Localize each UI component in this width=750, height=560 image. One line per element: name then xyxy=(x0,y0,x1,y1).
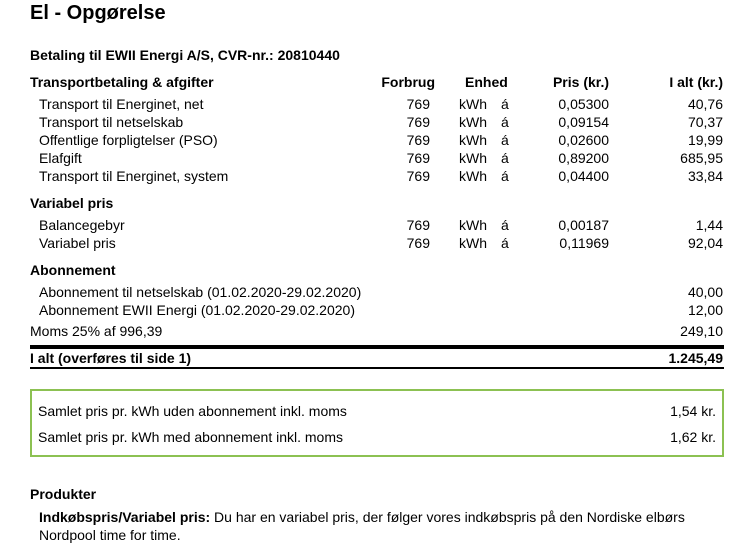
summary-value: 1,62 kr. xyxy=(670,429,716,445)
divider-thin xyxy=(30,367,724,369)
row-qty: 769 xyxy=(406,235,430,251)
row-total: 19,99 xyxy=(687,132,723,148)
payee-line: Betaling til EWII Energi A/S, CVR-nr.: 20810440 xyxy=(30,47,340,63)
table-row xyxy=(0,235,750,253)
row-total: 92,04 xyxy=(687,235,723,251)
col-header-forbrug: Forbrug xyxy=(381,74,435,90)
moms-total: 249,10 xyxy=(680,323,723,339)
row-at: á xyxy=(501,217,509,233)
row-qty: 769 xyxy=(406,150,430,166)
table-row xyxy=(0,114,750,132)
table-row xyxy=(0,132,750,150)
col-header-pris: Pris (kr.) xyxy=(552,74,609,90)
grand-total-value: 1.245,49 xyxy=(668,350,723,366)
summary-label: Samlet pris pr. kWh med abonnement inkl. moms xyxy=(38,429,344,445)
row-price: 0,02600 xyxy=(558,132,609,148)
row-unit: kWh xyxy=(459,96,487,112)
moms-label: Moms 25% af 996,39 xyxy=(30,323,163,339)
summary-label: Samlet pris pr. kWh uden abonnement inkl. moms xyxy=(38,403,347,419)
summary-row xyxy=(32,403,722,421)
row-label: Offentlige forpligtelser (PSO) xyxy=(39,132,218,148)
row-label: Transport til netselskab xyxy=(39,114,184,130)
section-title-abonnement: Abonnement xyxy=(30,262,116,278)
row-label: Transport til Energinet, system xyxy=(39,168,229,184)
row-label: Abonnement til netselskab (01.02.2020-29.02.2020) xyxy=(39,284,362,300)
row-qty: 769 xyxy=(406,168,430,184)
row-total: 40,00 xyxy=(687,284,723,300)
row-total: 12,00 xyxy=(687,302,723,318)
section-title-variabel: Variabel pris xyxy=(30,195,114,211)
row-qty: 769 xyxy=(406,132,430,148)
row-label: Abonnement EWII Energi (01.02.2020-29.02.2020) xyxy=(39,302,355,318)
row-at: á xyxy=(501,114,509,130)
grand-total-label: I alt (overføres til side 1) xyxy=(30,350,192,366)
row-price: 0,04400 xyxy=(558,168,609,184)
row-total: 33,84 xyxy=(687,168,723,184)
row-unit: kWh xyxy=(459,150,487,166)
row-unit: kWh xyxy=(459,217,487,233)
table-row xyxy=(0,217,750,235)
row-unit: kWh xyxy=(459,114,487,130)
row-at: á xyxy=(501,168,509,184)
row-qty: 769 xyxy=(406,96,430,112)
row-unit: kWh xyxy=(459,132,487,148)
table-row xyxy=(0,150,750,168)
row-price: 0,89200 xyxy=(558,150,609,166)
row-unit: kWh xyxy=(459,168,487,184)
row-price: 0,00187 xyxy=(558,217,609,233)
row-qty: 769 xyxy=(406,114,430,130)
products-title: Produkter xyxy=(30,486,97,502)
summary-row xyxy=(32,429,722,447)
section-title-transport: Transportbetaling & afgifter xyxy=(30,74,214,90)
row-at: á xyxy=(501,235,509,251)
table-row xyxy=(0,302,750,320)
row-label: Transport til Energinet, net xyxy=(39,96,204,112)
row-label: Elafgift xyxy=(39,150,82,166)
row-label: Variabel pris xyxy=(39,235,116,251)
row-label: Balancegebyr xyxy=(39,217,125,233)
row-at: á xyxy=(501,132,509,148)
divider-thick xyxy=(30,345,724,349)
grand-total-row xyxy=(0,350,750,368)
col-header-enhed: Enhed xyxy=(465,74,508,90)
row-total: 70,37 xyxy=(687,114,723,130)
row-at: á xyxy=(501,150,509,166)
row-total: 40,76 xyxy=(687,96,723,112)
summary-value: 1,54 kr. xyxy=(670,403,716,419)
col-header-ialt: I alt (kr.) xyxy=(669,74,723,90)
products-text: Du har en variabel pris, der følger vores indkøbspris på den Nordiske elbørs Nordpool time for time. xyxy=(39,509,685,543)
table-row xyxy=(0,96,750,114)
page-title: El - Opgørelse xyxy=(30,2,166,24)
row-unit: kWh xyxy=(459,235,487,251)
row-qty: 769 xyxy=(406,217,430,233)
row-price: 0,11969 xyxy=(559,235,609,251)
summary-box xyxy=(30,389,724,457)
row-total: 685,95 xyxy=(680,150,723,166)
products-lead: Indkøbspris/Variabel pris: xyxy=(39,509,211,525)
row-total: 1,44 xyxy=(695,217,723,233)
row-price: 0,09154 xyxy=(558,114,609,130)
table-row xyxy=(0,284,750,302)
moms-row xyxy=(0,323,750,341)
table-row xyxy=(0,168,750,186)
row-at: á xyxy=(501,96,509,112)
products-description xyxy=(39,508,709,544)
row-price: 0,05300 xyxy=(558,96,609,112)
